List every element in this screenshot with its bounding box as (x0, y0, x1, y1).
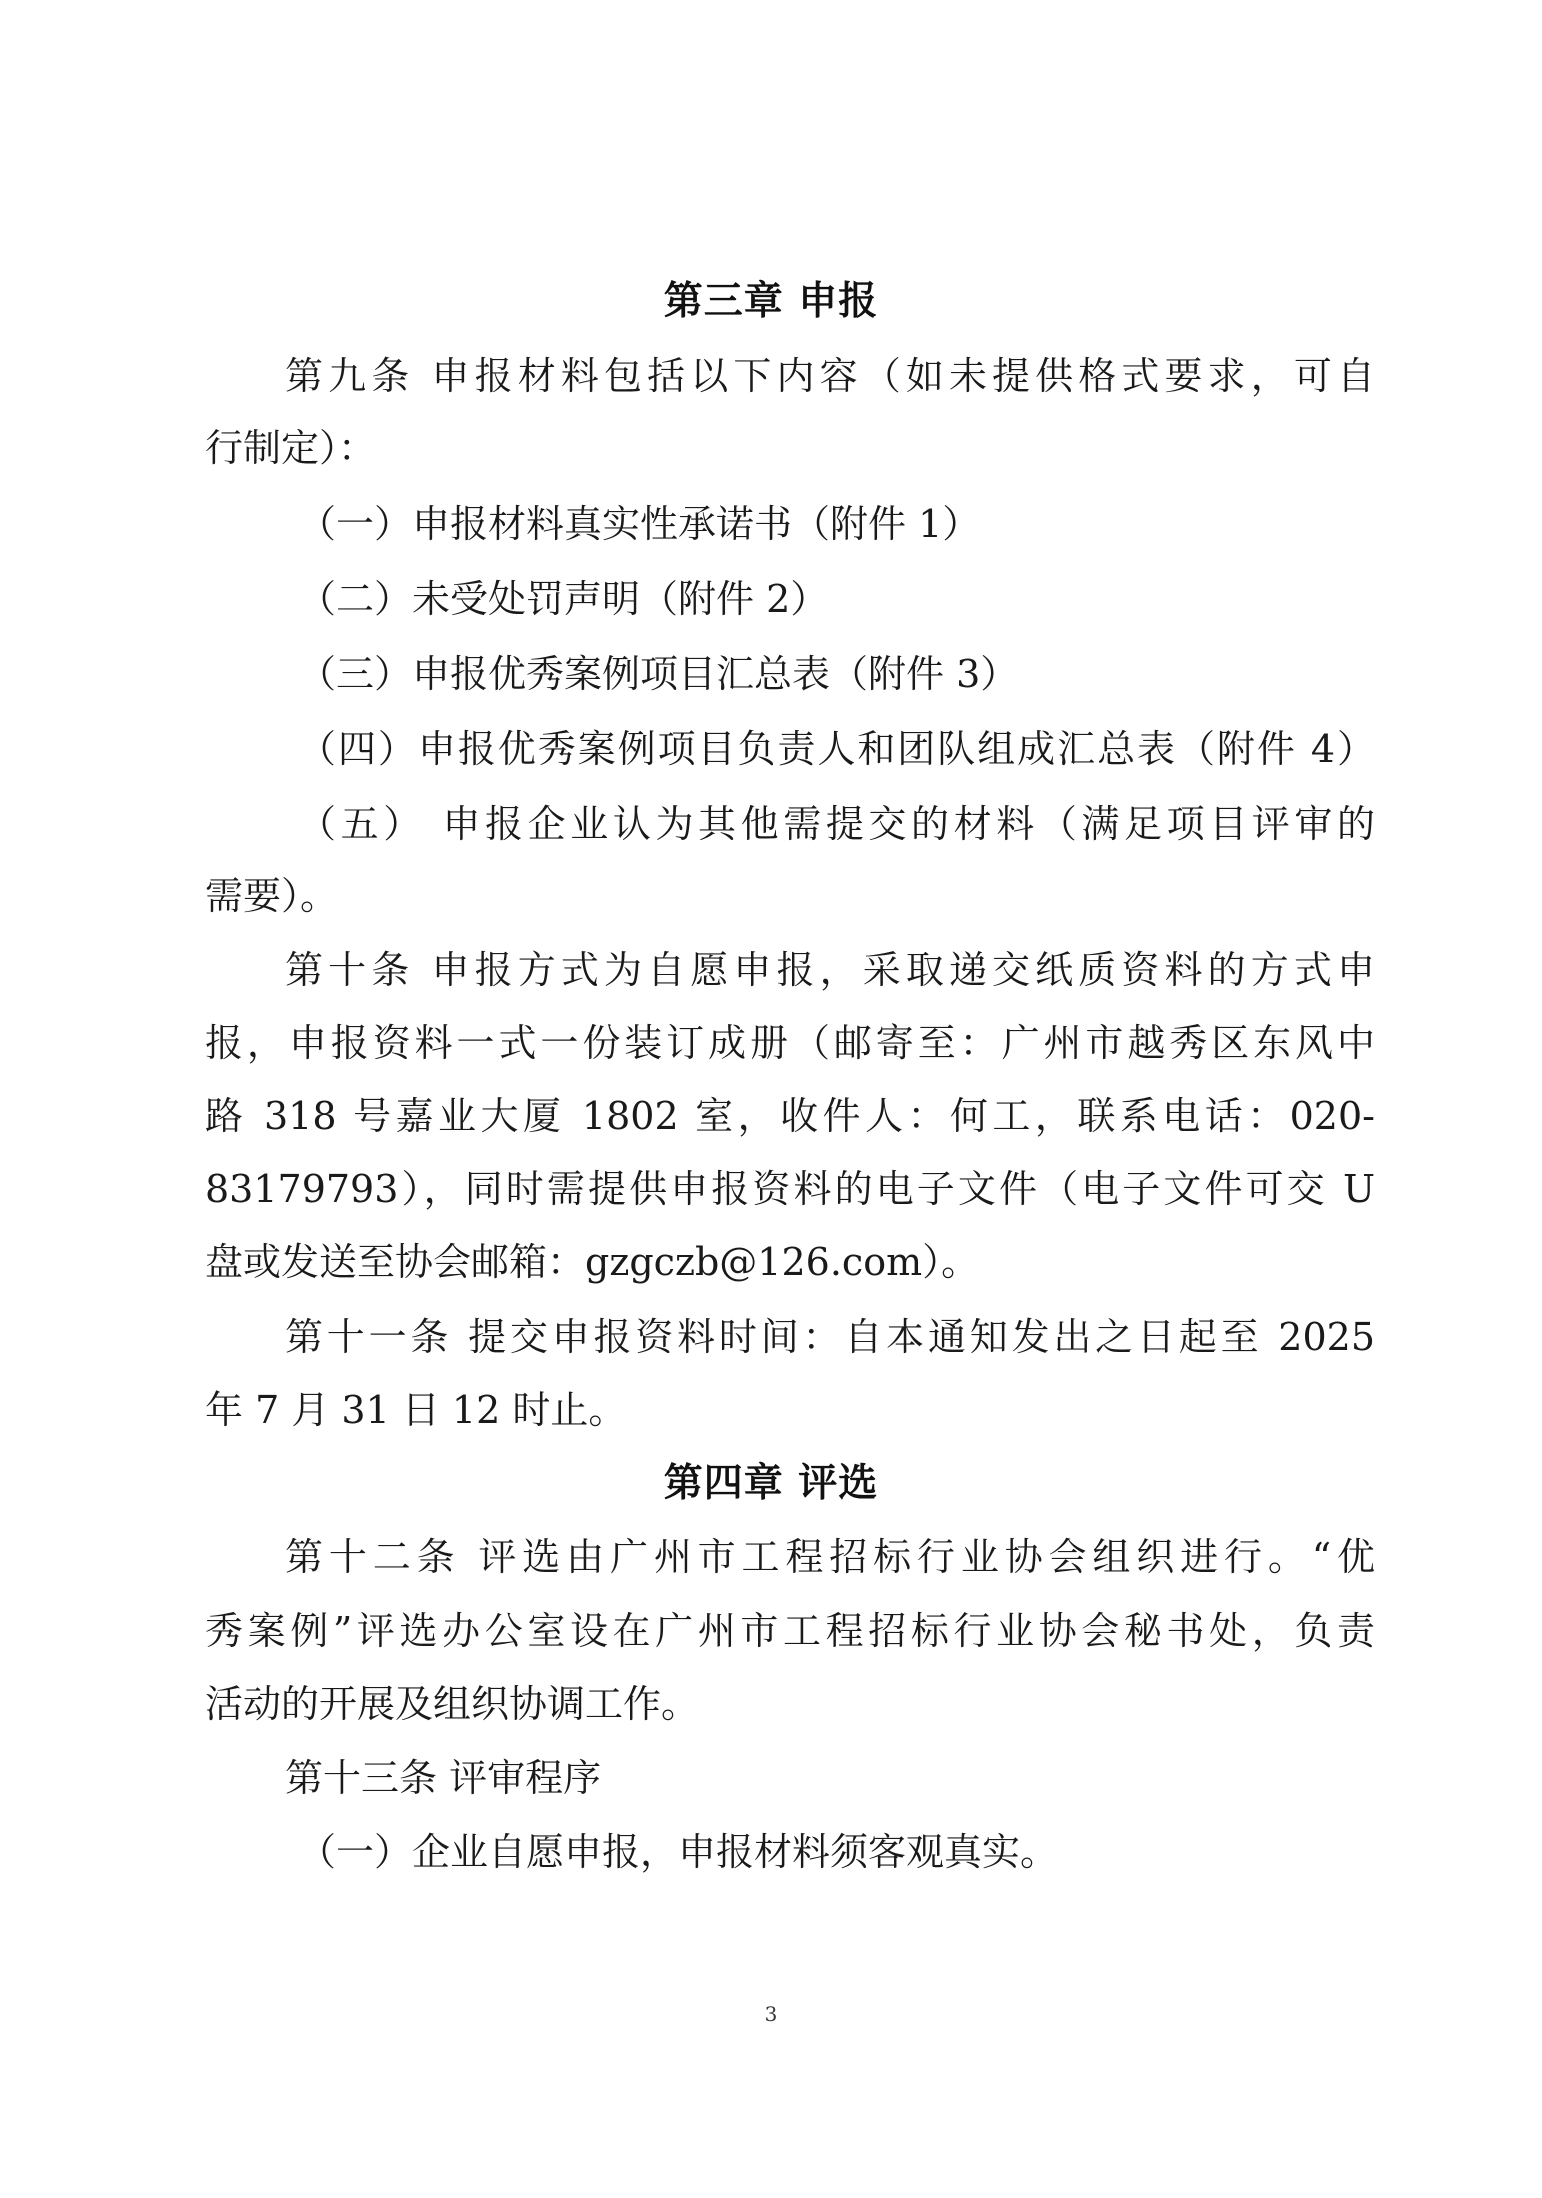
article-12-line-3: 活动的开展及组织协调工作。 (205, 1682, 700, 1726)
article-12-line-1: 第十二条 评选由广州市工程招标行业协会组织进行。“优 (285, 1535, 1375, 1579)
article-10-line-2: 报，申报资料一式一份装订成册（邮寄至：广州市越秀区东风中 (205, 1021, 1375, 1065)
article-9-line-1: 第九条 申报材料包括以下内容（如未提供格式要求，可自 (285, 354, 1375, 398)
article-13-line-1: 第十三条 评审程序 (285, 1756, 602, 1800)
list-item-5-line-1: （五） 申报企业认为其他需提交的材料（满足项目评审的 (298, 802, 1375, 846)
article-10-line-4: 83179793），同时需提供申报资料的电子文件（电子文件可交 U (205, 1167, 1375, 1211)
article-11-line-1: 第十一条 提交申报资料时间：自本通知发出之日起至 2025 (285, 1315, 1375, 1359)
article-9-line-2: 行制定）： (205, 426, 377, 470)
chapter-3-title: 第三章 申报 (663, 279, 879, 324)
list-item-1: （一）申报材料真实性承诺书（附件 1） (298, 502, 981, 546)
article-10-line-3: 路 318 号嘉业大厦 1802 室，收件人：何工，联系电话：020- (205, 1094, 1375, 1138)
list-item-3: （三）申报优秀案例项目汇总表（附件 3） (298, 652, 1019, 696)
chapter-4-title: 第四章 评选 (663, 1461, 879, 1506)
list-item-5-line-2: 需要）。 (205, 874, 339, 918)
article-12-line-2: 秀案例”评选办公室设在广州市工程招标行业协会秘书处，负责 (205, 1609, 1375, 1653)
page-number: 3 (764, 2002, 778, 2026)
article-10-line-5: 盘或发送至协会邮箱：gzgczb@126.com）。 (205, 1240, 980, 1284)
article-10-line-1: 第十条 申报方式为自愿申报，采取递交纸质资料的方式申 (285, 948, 1375, 992)
list-item-4: （四）申报优秀案例项目负责人和团队组成汇总表（附件 4） (298, 727, 1375, 771)
article-11-line-2: 年 7 月 31 日 12 时止。 (205, 1388, 627, 1432)
article-13-item-1: （一）企业自愿申报，申报材料须客观真实。 (298, 1830, 1059, 1874)
list-item-2: （二）未受处罚声明（附件 2） (298, 577, 829, 621)
